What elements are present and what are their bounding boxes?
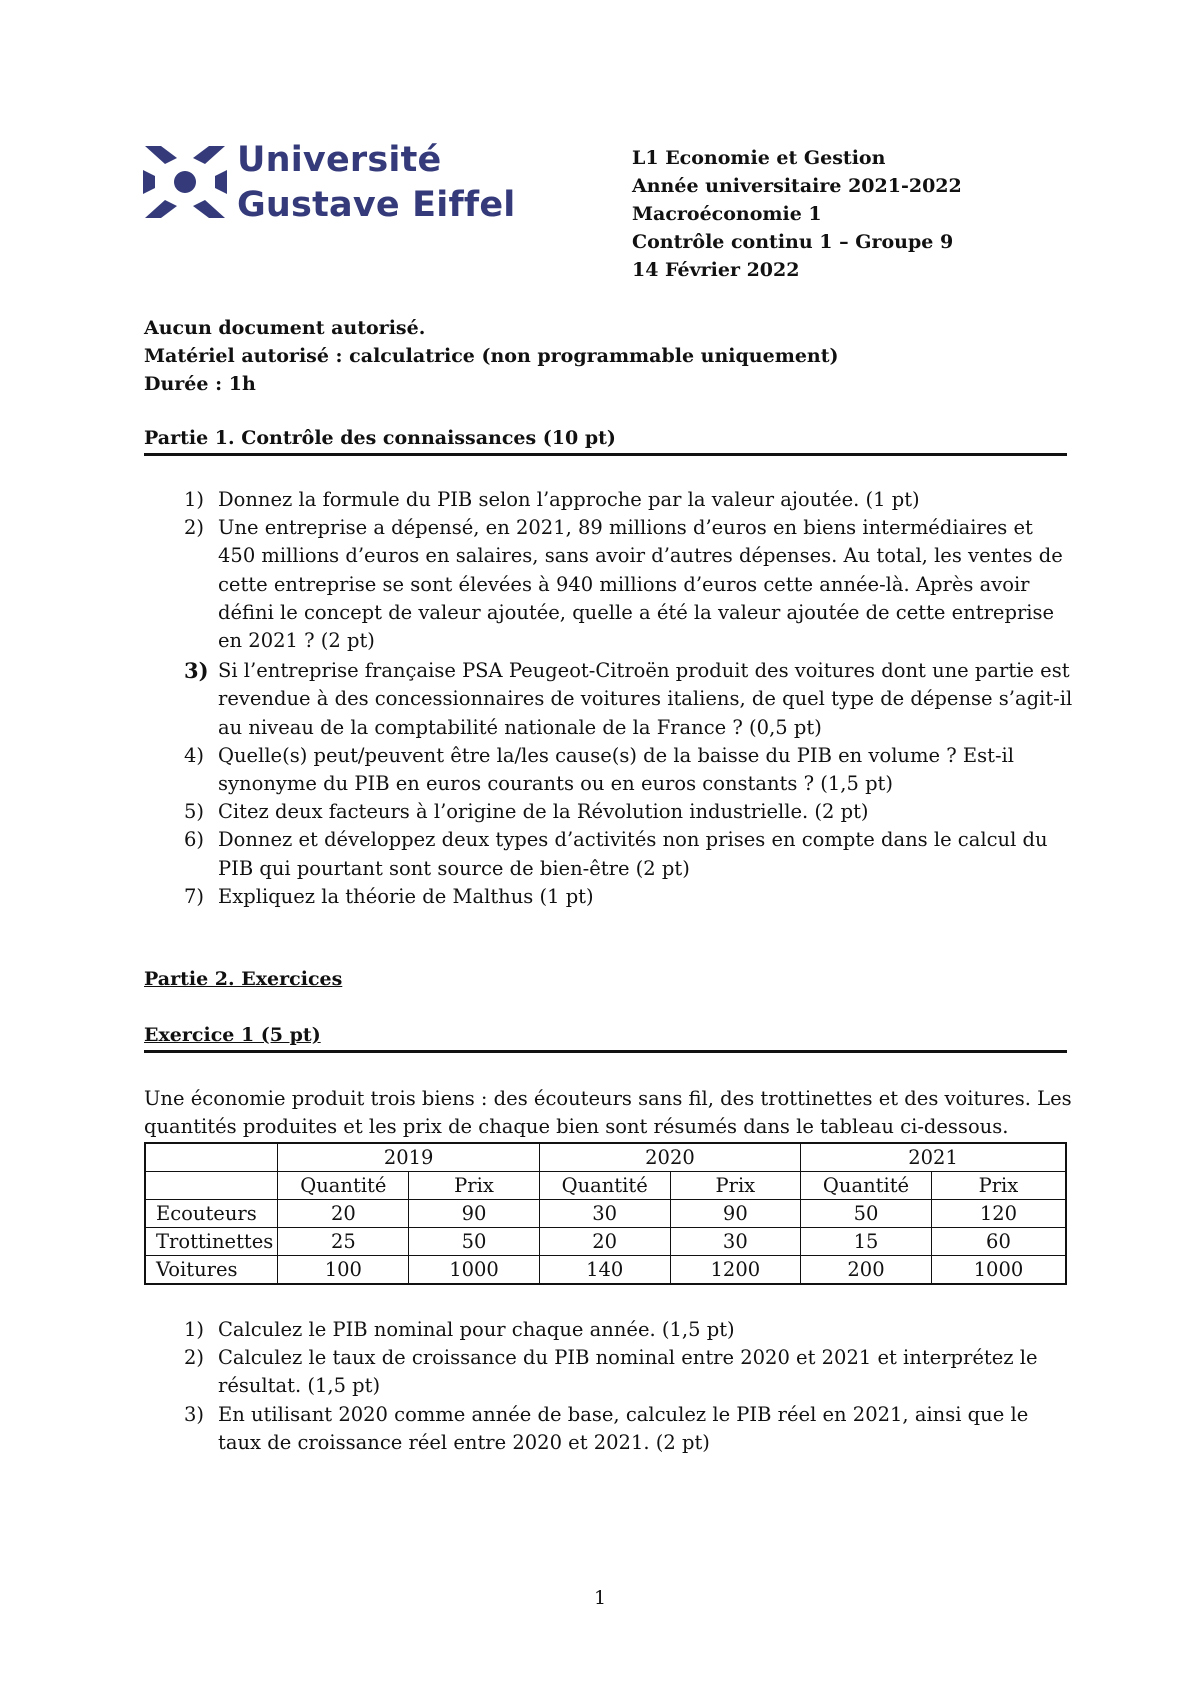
course-info-line: L1 Economie et Gestion bbox=[632, 147, 886, 169]
table-cell: 1000 bbox=[931, 1256, 1066, 1285]
question-number: 3) bbox=[184, 658, 209, 684]
instruction-material: Matériel autorisé : calculatrice (non programmable uniquement) bbox=[144, 345, 839, 367]
question-item bbox=[144, 826, 1074, 882]
table-cell: 25 bbox=[278, 1228, 409, 1256]
table-subheader: Quantité bbox=[278, 1172, 409, 1200]
table-row-label: Trottinettes bbox=[145, 1228, 278, 1256]
question-text: Citez deux facteurs à l’origine de la Révolution industrielle. (2 pt) bbox=[218, 800, 869, 824]
instruction-duration: Durée : 1h bbox=[144, 373, 256, 395]
table-cell: 20 bbox=[539, 1228, 670, 1256]
question-item bbox=[144, 742, 1074, 798]
course-info-line: Macroéconomie 1 bbox=[632, 203, 822, 225]
question-number: 3) bbox=[184, 1402, 205, 1426]
course-info bbox=[632, 144, 962, 284]
table-subheader: Quantité bbox=[801, 1172, 932, 1200]
question-item bbox=[144, 657, 1074, 742]
question-number: 1) bbox=[184, 1318, 205, 1341]
table-cell: 90 bbox=[670, 1200, 801, 1228]
course-info-line: 14 Février 2022 bbox=[632, 259, 800, 281]
university-logo bbox=[143, 138, 523, 228]
question-number: 5) bbox=[184, 800, 205, 824]
question-text: Donnez la formule du PIB selon l’approche par la valeur ajoutée. (1 pt) bbox=[218, 488, 920, 511]
question-text: Calculez le PIB nominal pour chaque année. (1,5 pt) bbox=[218, 1318, 735, 1341]
exercise1-table bbox=[144, 1142, 1067, 1285]
table-year-header: 2019 bbox=[278, 1143, 539, 1172]
question-text: En utilisant 2020 comme année de base, calculez le PIB réel en 2021, ainsi que le taux de croissance réel entre 2020 et 2021. (2 pt) bbox=[218, 1402, 1029, 1454]
question-text: Expliquez la théorie de Malthus (1 pt) bbox=[218, 884, 594, 908]
question-item bbox=[144, 1344, 1074, 1400]
university-name-line2: Gustave Eiffel bbox=[237, 185, 516, 225]
table-cell: 200 bbox=[801, 1256, 932, 1285]
table-year-header: 2020 bbox=[539, 1143, 800, 1172]
table-cell: 50 bbox=[801, 1200, 932, 1228]
page-number: 1 bbox=[593, 1587, 607, 1609]
question-number: 2) bbox=[184, 1346, 205, 1370]
instruction-documents: Aucun document autorisé. bbox=[144, 317, 426, 339]
table-corner-cell bbox=[145, 1172, 278, 1200]
table-corner-cell bbox=[145, 1143, 278, 1172]
question-item bbox=[144, 514, 1074, 655]
table-cell: 1000 bbox=[409, 1256, 540, 1285]
table-row bbox=[145, 1256, 1066, 1285]
question-number: 6) bbox=[184, 828, 205, 852]
part2-title: Partie 2. Exercices bbox=[144, 968, 343, 990]
table-year-header-row bbox=[145, 1143, 1066, 1172]
part1-question-list bbox=[144, 486, 1074, 911]
question-item bbox=[144, 883, 1074, 911]
table-cell: 20 bbox=[278, 1200, 409, 1228]
question-item bbox=[144, 798, 1074, 826]
table-subheader-row bbox=[145, 1172, 1066, 1200]
question-item bbox=[144, 486, 1074, 514]
table-year-header: 2021 bbox=[801, 1143, 1066, 1172]
question-number: 4) bbox=[184, 743, 205, 767]
table-cell: 100 bbox=[278, 1256, 409, 1285]
part1-divider bbox=[144, 453, 1067, 456]
table-row-label: Voitures bbox=[145, 1256, 278, 1285]
table-row bbox=[145, 1228, 1066, 1256]
question-number: 2) bbox=[184, 516, 205, 540]
course-info-line: Contrôle continu 1 – Groupe 9 bbox=[632, 231, 954, 253]
table-row-label: Ecouteurs bbox=[145, 1200, 278, 1228]
table-subheader: Prix bbox=[670, 1172, 801, 1200]
table-cell: 140 bbox=[539, 1256, 670, 1285]
question-number: 7) bbox=[184, 884, 205, 908]
table-subheader: Quantité bbox=[539, 1172, 670, 1200]
exercise1-divider bbox=[144, 1050, 1067, 1053]
question-text: Une entreprise a dépensé, en 2021, 89 millions d’euros en biens intermédiaires et 450 millions d’euros en salaires, sans avoir d’autres dépenses. Au total, les ventes de cette entreprise se sont élevées à 940 millions d’euros cette année-là. Après avoir défini le concept de valeur ajoutée, quelle a été la valeur ajoutée de cette entreprise en 2021 ? (2 pt) bbox=[218, 516, 1063, 653]
exercise1-title: Exercice 1 (5 pt) bbox=[144, 1024, 321, 1046]
question-text: Quelle(s) peut/peuvent être la/les cause(s) de la baisse du PIB en volume ? Est-il synonyme du PIB en euros courants ou en euros constants ? (1,5 pt) bbox=[218, 743, 1015, 796]
table-cell: 90 bbox=[409, 1200, 540, 1228]
table-row bbox=[145, 1200, 1066, 1228]
question-text: Si l’entreprise française PSA Peugeot-Citroën produit des voitures dont une partie est revendue à des concessionnaires de voitures italiens, de quel type de dépense s’agit-il au niveau de la comptabilité nationale de la France ? (0,5 pt) bbox=[218, 659, 1073, 739]
question-item bbox=[144, 1401, 1074, 1457]
table-cell: 15 bbox=[801, 1228, 932, 1256]
course-info-line: Année universitaire 2021-2022 bbox=[632, 175, 962, 197]
exam-instructions bbox=[144, 314, 838, 398]
table-cell: 30 bbox=[670, 1228, 801, 1256]
university-name-line1: Université bbox=[237, 140, 442, 180]
question-text: Calculez le taux de croissance du PIB nominal entre 2020 et 2021 et interprétez le résultat. (1,5 pt) bbox=[218, 1346, 1038, 1398]
exercise1-question-list bbox=[144, 1316, 1074, 1457]
table-cell: 50 bbox=[409, 1228, 540, 1256]
table-subheader: Prix bbox=[931, 1172, 1066, 1200]
question-number: 1) bbox=[184, 488, 205, 511]
question-item bbox=[144, 1316, 1074, 1344]
table-cell: 1200 bbox=[670, 1256, 801, 1285]
exercise1-intro: Une économie produit trois biens : des écouteurs sans fil, des trottinettes et des voitures. Les quantités produites et les prix de chaque bien sont résumés dans le tableau ci-dessous. bbox=[144, 1087, 1072, 1138]
university-name bbox=[237, 138, 515, 228]
part1-title: Partie 1. Contrôle des connaissances (10 pt) bbox=[144, 427, 616, 449]
table-cell: 60 bbox=[931, 1228, 1066, 1256]
table-cell: 30 bbox=[539, 1200, 670, 1228]
university-emblem-icon bbox=[143, 142, 227, 222]
table-subheader: Prix bbox=[409, 1172, 540, 1200]
table-cell: 120 bbox=[931, 1200, 1066, 1228]
question-text: Donnez et développez deux types d’activités non prises en compte dans le calcul du PIB qui pourtant sont source de bien-être (2 pt) bbox=[218, 828, 1048, 880]
